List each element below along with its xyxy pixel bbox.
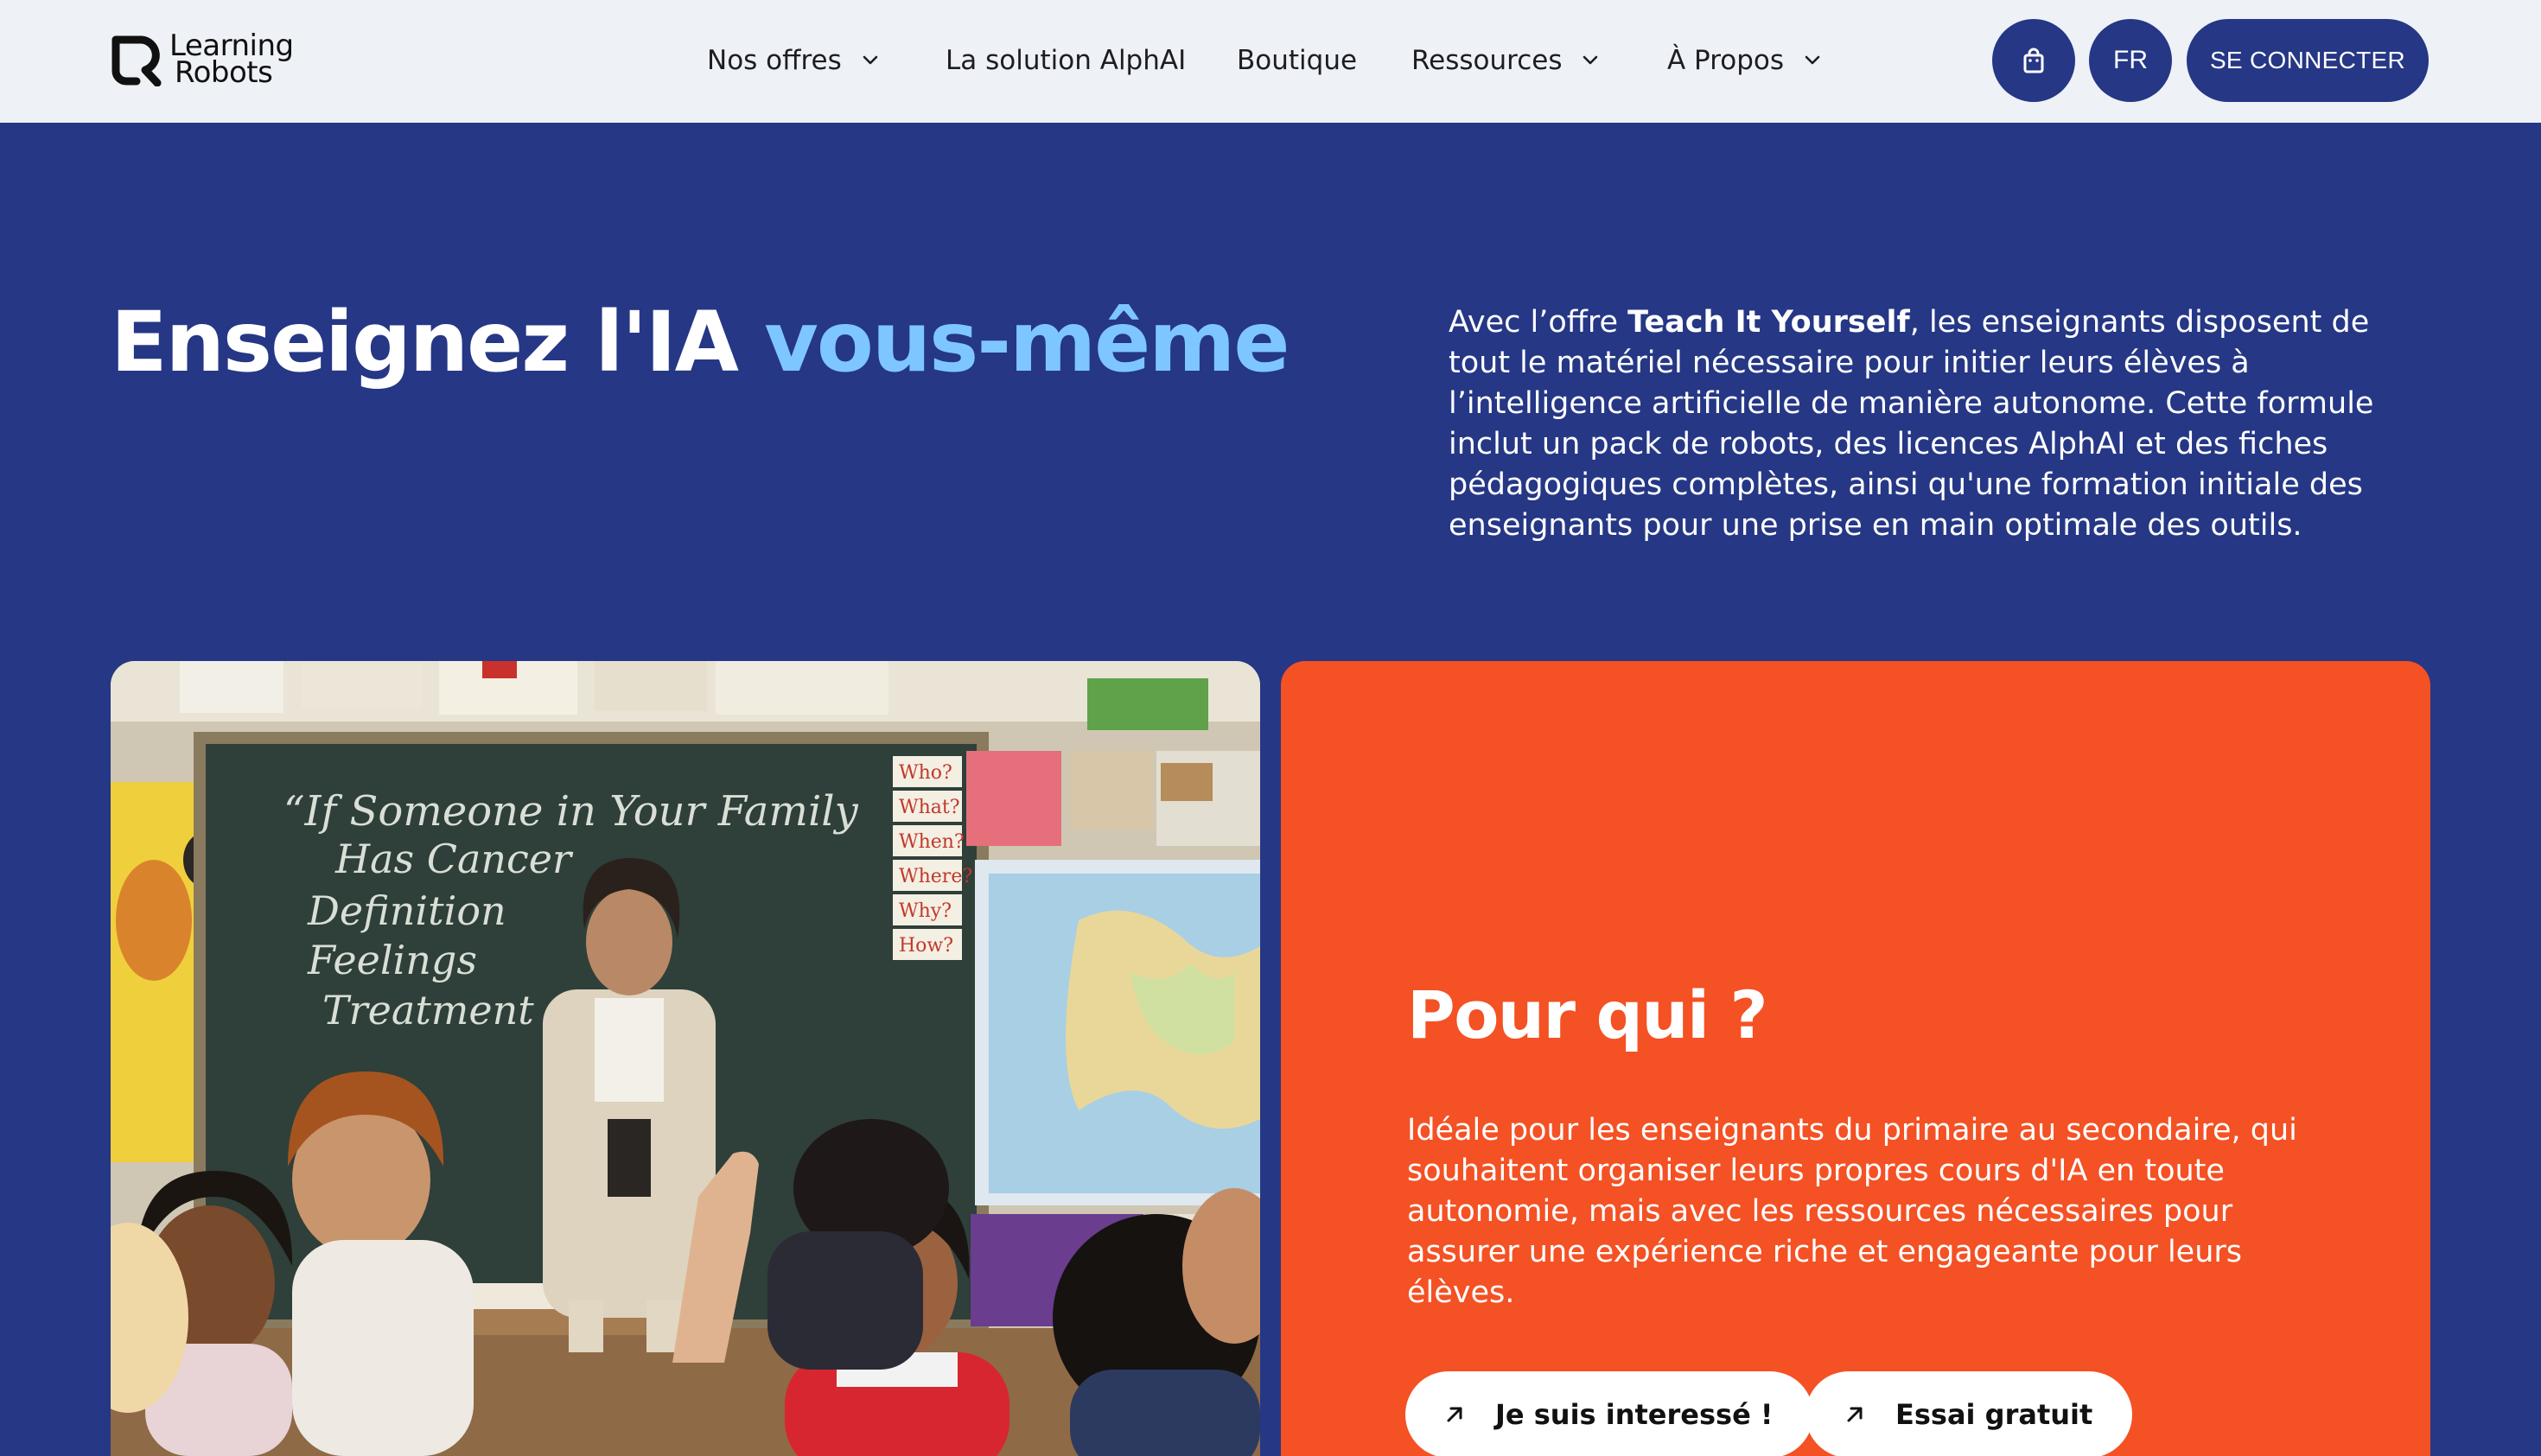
nav-item-label: Ressources (1411, 45, 1563, 76)
chevron-down-icon (1801, 49, 1824, 72)
question-when: When? (899, 831, 965, 853)
login-button[interactable]: SE CONNECTER (2187, 19, 2429, 102)
nav-item-boutique[interactable] (1237, 40, 1357, 81)
chalk-line-5: Treatment (322, 987, 534, 1033)
nav-item-ressources[interactable] (1411, 40, 1602, 81)
chalk-line-2: Has Cancer (335, 836, 571, 882)
interested-button-label: Je suis interessé ! (1495, 1398, 1774, 1431)
chalk-line-4: Feelings (308, 937, 477, 983)
chalk-line-1: “If Someone in Your Family (283, 787, 858, 836)
logo-line1: Learning (169, 29, 294, 63)
card-title: Pour qui ? (1407, 976, 1767, 1053)
arrow-up-right-icon (1443, 1403, 1466, 1426)
question-why: Why? (899, 900, 952, 922)
nav-item-nos-offres[interactable] (707, 40, 882, 81)
cart-button[interactable] (1992, 19, 2075, 102)
free-trial-button-label: Essai gratuit (1895, 1398, 2093, 1431)
hero-description (1449, 302, 2434, 546)
hero-text-rest: , les enseignants disposent de tout le matériel nécessaire pour initier leurs élèves à l’intelligence artificielle de manière autonome. Cette formule inclut un pack de robots, des licences AlphAI et des fiches pédagogiques complètes, ainsi qu'une formation initiale des enseignants pour une prise en main optimale des outils. (1449, 305, 2374, 543)
classroom-photo (111, 661, 1260, 1456)
site-header (0, 0, 2541, 123)
classroom-illustration (111, 661, 1260, 1456)
hero-title-accent: vous-même (764, 294, 1289, 391)
nav-item-label: Boutique (1237, 45, 1358, 76)
free-trial-button[interactable] (1805, 1371, 2132, 1456)
question-what: What? (899, 797, 960, 818)
nav-item-label: La solution AlphAI (946, 45, 1187, 76)
question-how: How? (899, 935, 954, 957)
arrow-up-right-icon (1844, 1403, 1866, 1426)
shopping-bag-icon (2020, 47, 2047, 74)
logo-line2: Robots (175, 55, 273, 90)
nav-item-label: À Propos (1667, 45, 1785, 76)
chevron-down-icon (1579, 49, 1602, 72)
target-audience-card (1281, 661, 2430, 1456)
nav-item-solution-alphai[interactable] (946, 40, 1186, 81)
card-description: Idéale pour les enseignants du primaire au secondaire, qui souhaitent organiser leurs propres cours d'IA en toute autonomie, mais avec les ressources nécessaires pour assurer une expérience riche et engageante pour leurs élèves. (1407, 1113, 2297, 1310)
question-who: Who? (899, 762, 952, 784)
hero-text-bold: Teach It Yourself (1627, 305, 1910, 340)
question-where: Where? (899, 866, 973, 887)
chevron-down-icon (859, 49, 882, 72)
language-button[interactable]: FR (2089, 19, 2172, 102)
chalk-line-3: Definition (308, 887, 506, 934)
nav-item-label: Nos offres (707, 45, 842, 76)
hero-text-intro: Avec l’offre (1449, 305, 1628, 340)
interested-button[interactable] (1405, 1371, 1813, 1456)
hero-title (111, 294, 1289, 391)
hero-title-main: Enseignez l'IA (111, 294, 765, 391)
nav-item-a-propos[interactable] (1667, 40, 1824, 81)
